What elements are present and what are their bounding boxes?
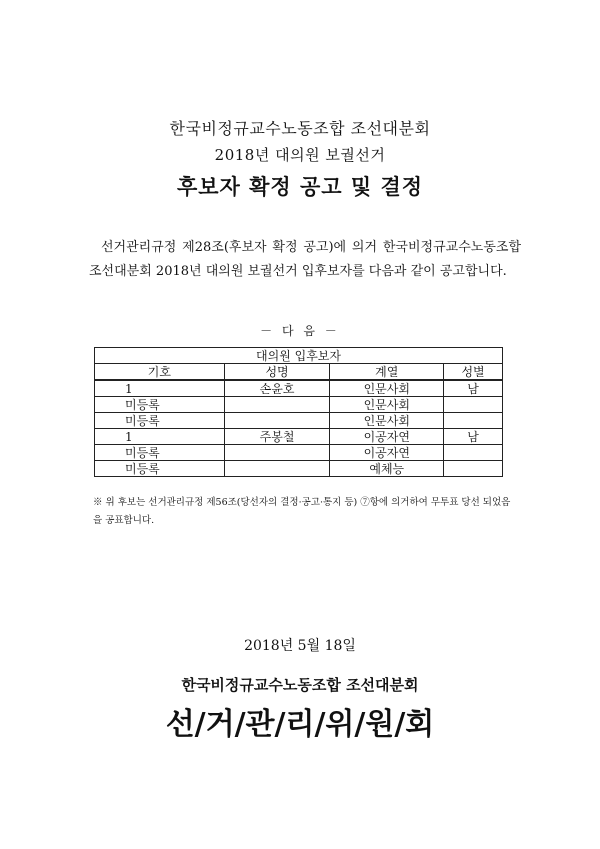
- table-caption: 대의원 입후보자: [95, 348, 503, 364]
- announcement-paragraph: 선거관리규정 제28조(후보자 확정 공고)에 의거 한국비정규교수노동조합 조선대분회 2018년 대의원 보궐선거 입후보자를 다음과 같이 공고합니다.: [89, 240, 521, 279]
- cell-gender: 남: [444, 429, 503, 445]
- announcement-date: 2018년 5월 18일: [244, 638, 356, 654]
- page-title: 후보자 확정 공고 및 결정: [176, 175, 424, 199]
- table-row: [95, 445, 503, 461]
- election-heading: 2018년 대의원 보궐선거: [214, 146, 386, 164]
- cell-name: [224, 461, 330, 477]
- cell-gender: [444, 397, 503, 413]
- table-row: [95, 380, 503, 397]
- cell-field: 이공자연: [330, 445, 444, 461]
- header-gender: 성별: [444, 364, 503, 381]
- table-row: [95, 413, 503, 429]
- cell-number: 미등록: [95, 413, 225, 429]
- cell-gender: [444, 445, 503, 461]
- cell-number: 1: [95, 380, 225, 397]
- cell-name: [224, 413, 330, 429]
- table-row: [95, 429, 503, 445]
- table-row: [95, 397, 503, 413]
- cell-gender: [444, 413, 503, 429]
- cell-field: 인문사회: [330, 380, 444, 397]
- table-caption-row: [95, 348, 503, 364]
- cell-gender: 남: [444, 380, 503, 397]
- cell-field: 예체능: [330, 461, 444, 477]
- footer-org: 한국비정규교수노동조합 조선대분회: [181, 676, 419, 694]
- org-heading: 한국비정규교수노동조합 조선대분회: [169, 119, 431, 138]
- cell-number: 미등록: [95, 397, 225, 413]
- header-name: 성명: [224, 364, 330, 381]
- cell-name: 주봉철: [224, 429, 330, 445]
- committee-signature: 선/거/관/리/위/원/회: [165, 707, 435, 742]
- cell-field: 인문사회: [330, 397, 444, 413]
- subheading: － 다 음 －: [260, 324, 340, 338]
- cell-number: 1: [95, 429, 225, 445]
- cell-name: [224, 397, 330, 413]
- cell-name: [224, 445, 330, 461]
- candidate-table: [94, 347, 503, 477]
- cell-name: 손윤호: [224, 380, 330, 397]
- cell-field: 이공자연: [330, 429, 444, 445]
- table-header-row: [95, 364, 503, 381]
- cell-field: 인문사회: [330, 413, 444, 429]
- header-number: 기호: [95, 364, 225, 381]
- cell-number: 미등록: [95, 445, 225, 461]
- table-row: [95, 461, 503, 477]
- footnote: ※ 위 후보는 선거관리규정 제56조(당선자의 결정·공고·통지 등) ⑦항에 의거하여 무투표 당선 되었음을 공표합니다.: [93, 497, 511, 526]
- header-field: 계열: [330, 364, 444, 381]
- cell-number: 미등록: [95, 461, 225, 477]
- cell-gender: [444, 461, 503, 477]
